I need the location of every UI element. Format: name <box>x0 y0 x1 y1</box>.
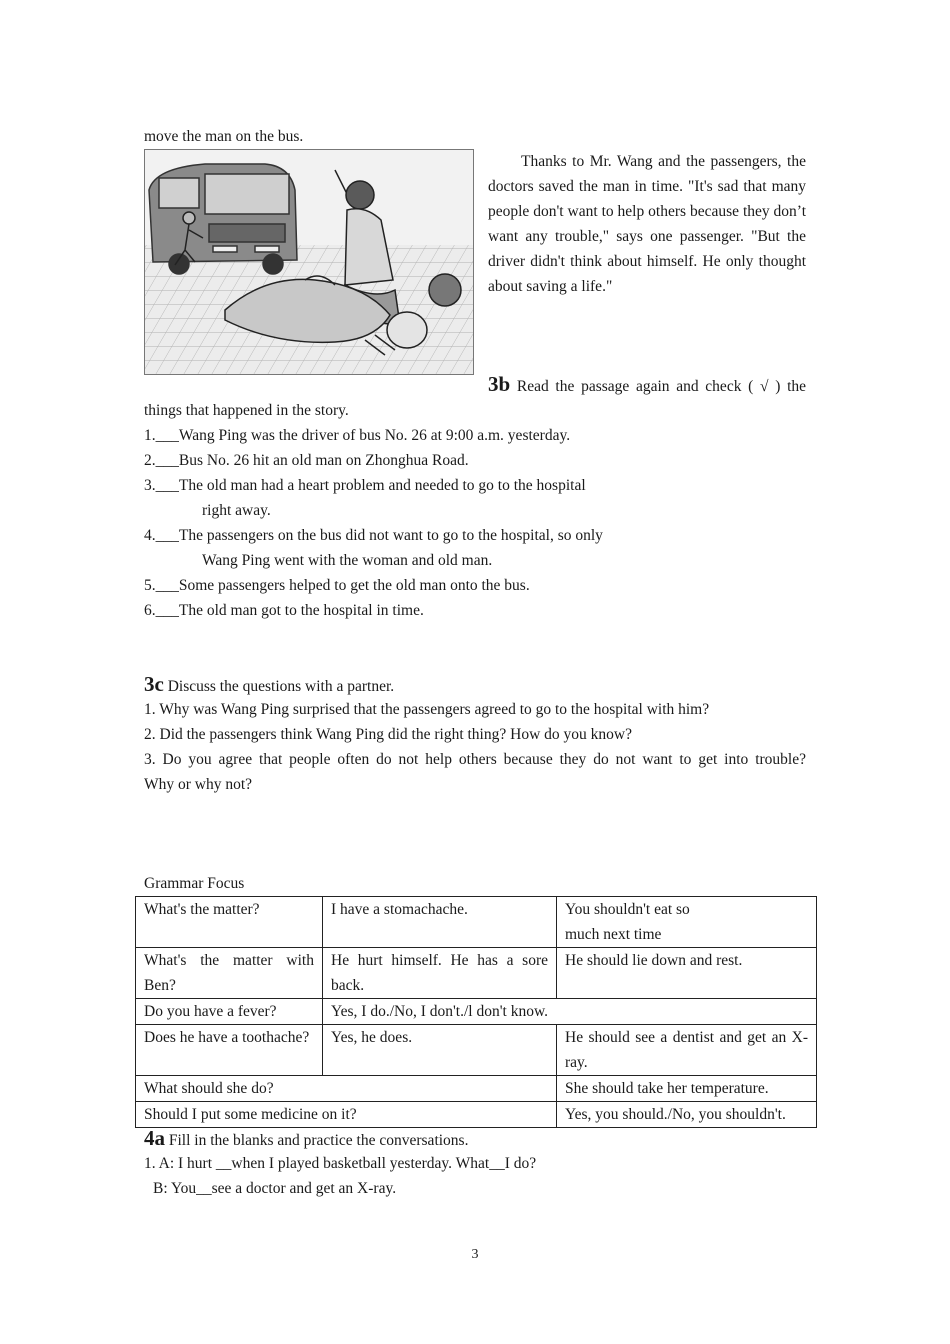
table-cell <box>557 897 817 948</box>
table-row <box>136 999 817 1025</box>
table-cell: She should take her temperature. <box>557 1076 817 1102</box>
table-cell: I have a stomachache. <box>323 897 557 948</box>
section-3b-label: 3b <box>488 372 511 396</box>
check-item-1: 1.___Wang Ping was the driver of bus No. 26 at 9:00 a.m. yesterday. <box>144 427 571 444</box>
table-cell: Do you have a fever? <box>136 999 323 1025</box>
intro-line: move the man on the bus. <box>144 128 304 145</box>
section-3c-label: 3c <box>144 672 164 696</box>
check-item-6: 6.___The old man got to the hospital in time. <box>144 602 424 619</box>
section-3c-heading <box>144 672 394 699</box>
section-3c-instruction: Discuss the questions with a partner. <box>167 678 395 695</box>
grammar-focus-table <box>135 896 817 1128</box>
table-row <box>136 1102 817 1128</box>
table-row <box>136 1025 817 1076</box>
passage-paragraph: Thanks to Mr. Wang and the passengers, the doctors saved the man in time. "It's sad that many people don't want to help others because they don’t want any trouble," says one passenger. "But the driver didn't think about himself. He only thought about saving a life." <box>488 153 806 295</box>
table-cell: What should she do? <box>136 1076 557 1102</box>
section-4a-instruction: Fill in the blanks and practice the conversations. <box>168 1132 469 1149</box>
check-item-3: 3.___The old man had a heart problem and needed to go to the hospital <box>144 477 586 494</box>
check-item-2: 2.___Bus No. 26 hit an old man on Zhonghua Road. <box>144 452 469 469</box>
accident-illustration <box>144 149 474 375</box>
table-cell: Should I put some medicine on it? <box>136 1102 557 1128</box>
page-number: 3 <box>471 1247 479 1262</box>
conversation-line-b: B: You__see a doctor and get an X-ray. <box>153 1180 397 1197</box>
table-cell: Yes, you should./No, you shouldn't. <box>557 1102 817 1128</box>
bus-accident-drawing <box>145 150 473 374</box>
section-4a-heading <box>144 1126 468 1153</box>
discussion-question-1: 1. Why was Wang Ping surprised that the passengers agreed to go to the hospital with him? <box>144 701 710 718</box>
check-item-4-continued: Wang Ping went with the woman and old man. <box>202 552 493 569</box>
table-cell: He should see a dentist and get an X-ray. <box>557 1025 817 1076</box>
table-cell: Yes, he does. <box>323 1025 557 1076</box>
table-cell: He should lie down and rest. <box>557 948 817 999</box>
conversation-line-a: 1. A: I hurt __when I played basketball yesterday. What__I do? <box>144 1155 537 1172</box>
cell-line: You shouldn't eat so <box>565 901 690 918</box>
discussion-question-2: 2. Did the passengers think Wang Ping did the right thing? How do you know? <box>144 726 632 743</box>
table-row <box>136 1076 817 1102</box>
cell-line: much next time <box>565 926 662 943</box>
table-row <box>136 897 817 948</box>
table-cell: What's the matter? <box>136 897 323 948</box>
section-3b-instruction-line2: things that happened in the story. <box>144 402 349 419</box>
table-cell: He hurt himself. He has a sore back. <box>323 948 557 999</box>
discussion-question-3: 3. Do you agree that people often do not help others because they do not want to get into trouble? <box>144 751 806 768</box>
section-4a-label: 4a <box>144 1126 165 1150</box>
table-cell: What's the matter with Ben? <box>136 948 323 999</box>
check-item-4: 4.___The passengers on the bus did not want to go to the hospital, so only <box>144 527 603 544</box>
section-3b-instruction-line1: Read the passage again and check ( √ ) the <box>516 378 806 395</box>
table-row <box>136 948 817 999</box>
discussion-question-3-continued: Why or why not? <box>144 776 253 793</box>
table-cell: Yes, I do./No, I don't./l don't know. <box>323 999 817 1025</box>
table-cell: Does he have a toothache? <box>136 1025 323 1076</box>
section-3b-heading <box>488 372 806 397</box>
check-item-5: 5.___Some passengers helped to get the old man onto the bus. <box>144 577 530 594</box>
grammar-focus-title: Grammar Focus <box>144 875 245 892</box>
check-item-3-continued: right away. <box>202 502 271 519</box>
